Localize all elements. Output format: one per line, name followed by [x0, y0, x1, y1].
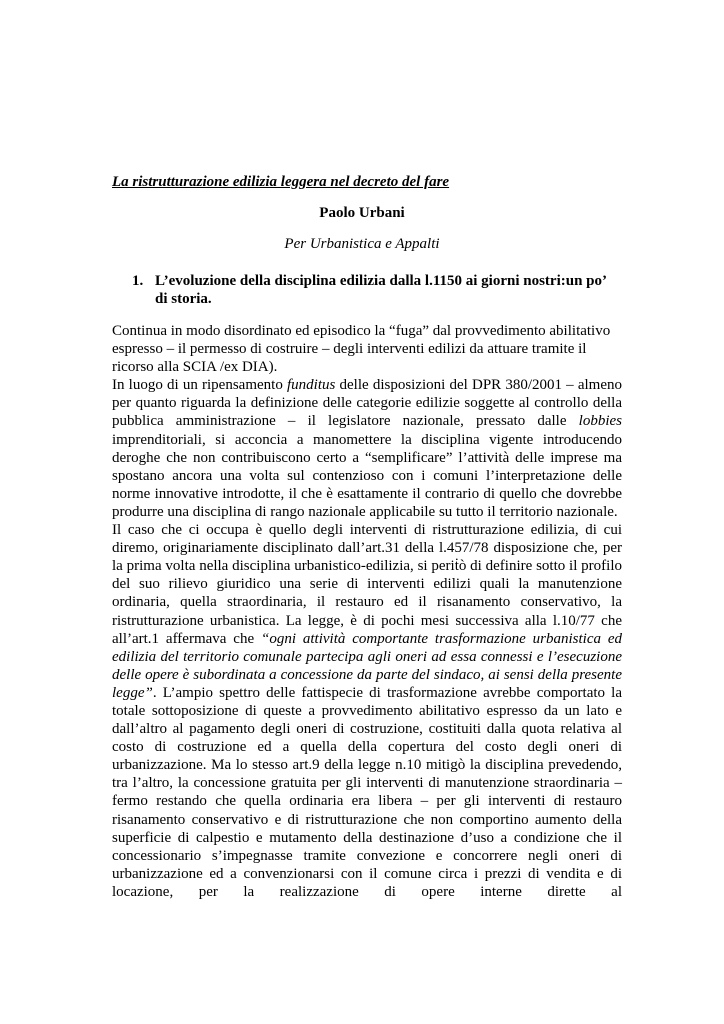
paragraph-1: Continua in modo disordinato ed episodico la “fuga” dal provvedimento abilitativo espresso – il permesso di costruire – degli interventi edilizi da attuare tramite il ricorso alla SCIA /ex DIA).	[112, 323, 611, 376]
section-heading	[132, 272, 622, 308]
section-number: 1.	[132, 273, 144, 289]
italic-funditus: funditus	[287, 377, 336, 394]
paragraph-2-text-c: imprenditoriali, si acconcia a manomettere la disciplina vigente introducendo deroghe che non contribuiscono certo a “semplificare” l’attività delle imprese ma spostano ancora una volta sul contenzioso con i comuni l’interpretazione delle norme innovative introdotte, il che è esattamente il contrario di quello che dovrebbe produrre una disciplina di rango nazionale applicabile su tutto il territorio nazionale.	[112, 431, 622, 520]
section-heading-text: L’evoluzione della disciplina edilizia dalla l.1150 ai giorni nostri:un po’ di storia.	[155, 273, 606, 307]
paragraph-3-text-b: . L’ampio spettro delle fattispecie di trasformazione avrebbe comportato la totale sottoposizione di queste a provvedimento abilitativo espresso da un lato e dall’altro al pagamento degli oneri di costruzione, costituiti dalla quota relativa al costo di costruzione ed a quella della copertura del costo degli oneri di urbanizzazione. Ma lo stesso art.9 della legge n.10 mitigò la disciplina prevedendo, tra l’altro, la concessione gratuita per gli interventi di manutenzione straordinaria – fermo restando che quella ordinaria era libera – per gli interventi di restauro risanamento conservativo e di ristrutturazione che non comportino aumento della superficie di calpestio e mutamento della destinazione d’uso a condizione che il concessionario s’impegnasse tramite convezione e concorrere negli oneri di urbanizzazione ed a convenzionarsi con il comune circa i prezzi di vendita e di locazione, per la realizzazione di opere interne dirette al	[112, 684, 622, 900]
paragraph-3	[112, 521, 622, 901]
paragraph-2	[112, 376, 622, 521]
paragraph-2-text-b: delle disposizioni del DPR 380/2001 – almeno per quanto riguarda la definizione delle categorie edilizie soggette al controllo della pubblica amministrazione – il legislatore nazionale, pressato dalle	[112, 377, 623, 430]
author-affiliation: Per Urbanistica e Appalti	[284, 236, 440, 252]
document-body	[112, 322, 622, 901]
italic-lobbies: lobbies	[578, 413, 622, 430]
author-name: Paolo Urbani	[319, 205, 405, 221]
document-title: La ristrutturazione edilizia leggera nel decreto del fare	[112, 174, 450, 190]
paragraph-2-text-a: In luogo di un ripensamento	[112, 377, 287, 394]
italic-quotation: “ogni attività comportante trasformazione urbanistica ed edilizia del territorio comunale partecipa agli oneri ad essa connessi e l’esecuzione delle opere è subordinata a concessione da parte del sindaco, ai sensi della presente legge”	[112, 630, 622, 701]
paragraph-3-text-a: Il caso che ci occupa è quello degli interventi di ristrutturazione edilizia, di cui diremo, originariamente disciplinato dall’art.31 della l.457/78 disposizione che, per la prima volta nella disciplina urbanistico-edilizia, si periṫò di definire sotto il profilo del suo rilievo giuridico una serie di interventi edilizi quali la manutenzione ordinaria, quella straordinaria, il restauro ed il risanamento conservativo, la ristrutturazione urbanistica. La legge, è di pochi mesi successiva alla l.10/77 che all’art.1 affermava che	[112, 522, 622, 647]
